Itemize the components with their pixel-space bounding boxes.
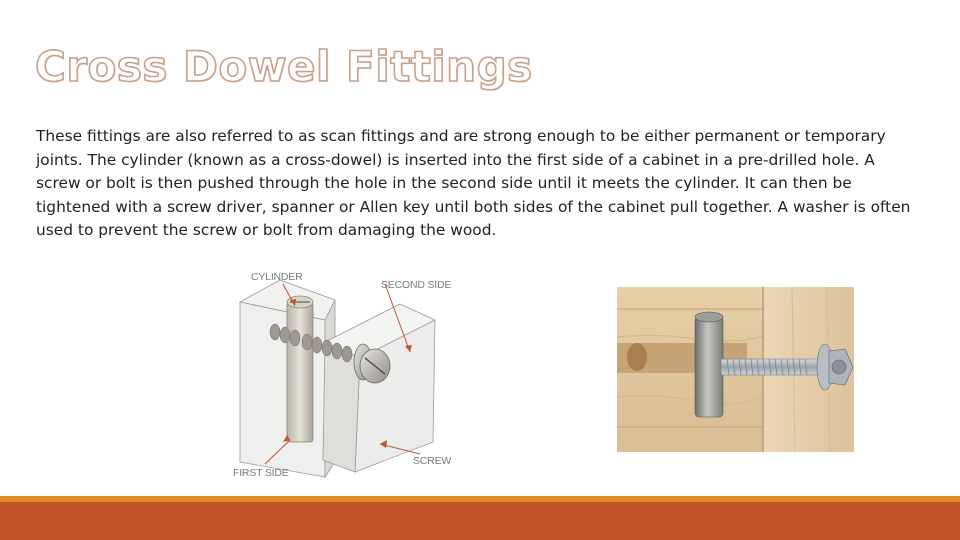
label-screw: SCREW (413, 455, 452, 467)
label-first-side: FIRST SIDE (233, 467, 289, 479)
cross-dowel-diagram (225, 262, 485, 487)
label-second-side: SECOND SIDE (381, 279, 452, 291)
cylinder-dowel (287, 296, 313, 442)
slide-body-text: These fittings are also referred to as scan fittings and are strong enough to be either permanent or temporary joints. The cylinder (known as a cross-dowel) is inserted into the first side of a cabinet in a pre-drilled hole. A screw or bolt is then pushed through the hole in the second side until it meets the cylinder. It can then be tightened with a screw driver, spanner or Allen key until both sides of the cabinet pull together. A washer is often used to prevent the screw or bolt from damaging the wood. (36, 127, 911, 239)
footer-bar (0, 502, 960, 540)
slide-title: Cross Dowel Fittings (35, 42, 533, 91)
second-side-panel (323, 304, 435, 472)
label-cylinder: CYLINDER (251, 271, 303, 283)
cross-dowel-photo (617, 287, 854, 452)
